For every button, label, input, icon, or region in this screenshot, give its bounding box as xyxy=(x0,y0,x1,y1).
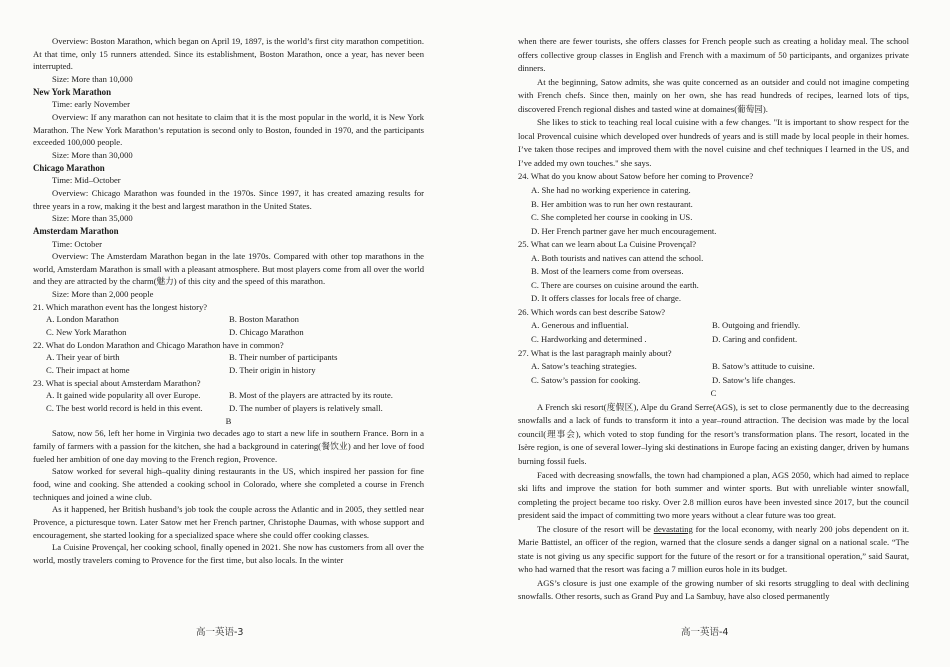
amsterdam-heading: Amsterdam Marathon xyxy=(33,225,119,236)
q26-option-b: B. Outgoing and friendly. xyxy=(712,320,800,331)
passage-b-paragraph-3: As it happened, her British husband’s job took the couple across the Atlantic and in 2005, they settled near Provence, a picturesque town. Later Satow met her French partner, Christophe Daumas, with whose support and encouragement, she started looking for a specialized space where she could offer cooking classes. xyxy=(33,504,424,540)
chicago-size: Size: More than 35,000 xyxy=(52,213,133,224)
passage-b-continued-3: She likes to stick to teaching real local cuisine with a few changes. "It is important to show respect for the local Provencal cuisine which developed over hundreds of years and is still made by local people in their homes. I’ve taken those recipes and improved them with the novel cuisine and chef techniques I learned in the US, and I’ve added my own touches." she says. xyxy=(518,117,909,168)
q21-option-c: C. New York Marathon xyxy=(46,327,127,338)
newyork-overview: Overview: If any marathon can not hesitate to claim that it is the most popular in the world, it is New York Marathon. The New York Marathon’s reputation is second only to Boston, founded in 1970, and the participants exceeded 100,000 people. xyxy=(33,111,424,148)
q25-option-d: D. It offers classes for locals free of charge. xyxy=(531,293,682,304)
passage-b-continued-1: when there are fewer tourists, she offers classes for French people such as creating a holiday meal. The school offers collective group classes in English and French with a maximum of 50 participants, and organizes private dinners. xyxy=(518,36,909,74)
q23-option-b: B. Most of the players are attracted by its route. xyxy=(229,390,393,401)
passage-b-continued-2: At the beginning, Satow admits, she was quite concerned as an outsider and could not imagine competing with French chefs. Since then, mainly on her own, she has read hundreds of recipes, learned lots of tips, discovered French regional dishes and tasted wine at domaines(葡萄园). xyxy=(518,76,909,114)
q27-option-c: C. Satow’s passion for cooking. xyxy=(531,374,641,385)
q26-option-c: C. Hardworking and determined . xyxy=(531,334,647,345)
question-27-stem: 27. What is the last paragraph mainly about? xyxy=(518,347,672,358)
passage-b-paragraph-2: Satow worked for several high–quality dining restaurants in the US, which inspired her passion for fine food, wine and cooking. She attended a cooking school in Colorado, where she completed a course in French techniques and joined a wine club. xyxy=(33,466,424,502)
question-23-options-row1 xyxy=(33,389,424,402)
question-21-stem: 21. Which marathon event has the longest history? xyxy=(33,301,208,312)
q21-option-a: A. London Marathon xyxy=(46,314,119,325)
passage-b-paragraph-4: La Cuisine Provençal, her cooking school, finally opened in 2021. She now has customers from all over the world, mostly travelers coming to Provence for the first time, but also locals. In the winter xyxy=(33,542,424,565)
q21-option-d: D. Chicago Marathon xyxy=(229,327,304,338)
page-3-column xyxy=(33,35,424,567)
q27-option-a: A. Satow’s teaching strategies. xyxy=(531,361,637,372)
q25-option-a: A. Both tourists and natives can attend the school. xyxy=(531,252,704,263)
section-b-label: B xyxy=(225,415,232,426)
question-22-options-row2 xyxy=(33,364,424,377)
section-c-label: C xyxy=(710,388,717,399)
q23-option-c: C. The best world record is held in this event. xyxy=(46,403,203,414)
question-24-stem: 24. What do you know about Satow before her coming to Provence? xyxy=(518,171,754,182)
q22-option-a: A. Their year of birth xyxy=(46,352,120,363)
q25-option-b: B. Most of the learners come from overseas. xyxy=(531,266,684,277)
question-26-stem: 26. Which words can best describe Satow? xyxy=(518,306,666,317)
p3-after: for the local economy, with nearly 200 jobs dependent on it. Marie Battistel, an officer of the region, warned that the closure sends a danger signal on a national scale. “The state is not giving us any specific support for the future of the resort or for a transitional operation,” said Saurat, who had warned that the resort was facing a 7 million euros hole in its budget. xyxy=(518,523,910,575)
amsterdam-time: Time: October xyxy=(52,238,103,249)
question-21-options-row2 xyxy=(33,326,424,339)
boston-overview: Overview: Boston Marathon, which began on April 19, 1897, is the world’s first city marathon competition. At that time, only 15 runners attended. Since its establishment, Boston Marathon, once a year, has never been interrupted. xyxy=(33,36,424,72)
question-21-options-row1 xyxy=(33,313,424,326)
q24-option-d: D. Her French partner gave her much encouragement. xyxy=(531,225,717,236)
question-26-options-row1 xyxy=(518,319,909,333)
amsterdam-overview: Overview: The Amsterdam Marathon began in the late 1970s. Compared with other top marathons in the world, Amsterdam Marathon is small with a pleasant atmosphere. But most players come from all over the world and they are attracted by the charm(魅力) of this city and the speed of this marathon. xyxy=(33,251,424,287)
q23-option-a: A. It gained wide popularity all over Europe. xyxy=(46,390,201,401)
q25-option-c: C. There are courses on cuisine around the earth. xyxy=(531,279,699,290)
question-23-stem: 23. What is special about Amsterdam Marathon? xyxy=(33,377,201,388)
underlined-word-devastating: devastating xyxy=(653,523,693,534)
question-22-stem: 22. What do London Marathon and Chicago Marathon have in common? xyxy=(33,339,284,350)
q24-option-a: A. She had no working experience in catering. xyxy=(531,185,691,196)
passage-c-paragraph-1: A French ski resort(度假区), Alpe du Grand Serre(AGS), is set to close permanently due to the decreasing snowfalls and a lack of funds to transform it into a year–round attraction. The decision was made by the local council(理事会), which voted to stop funding for the resort’s transformation plans. The resort, located in the Isère region, is one of several lower–lying ski destinations in Europe facing an existing danger, driven by humans burning fossil fuels. xyxy=(518,401,909,466)
amsterdam-size: Size: More than 2,000 people xyxy=(52,289,154,300)
page-4-column xyxy=(518,35,909,604)
question-27-options-row2 xyxy=(518,374,909,388)
passage-c-paragraph-4: AGS’s closure is just one example of the growing number of ski resorts struggling to deal with declining snowfalls. Other resorts, such as Grand Puy and La Sambuy, have also closed permanently xyxy=(518,577,909,602)
chicago-overview: Overview: Chicago Marathon was founded in the 1970s. Since 1997, it has created amazing results for three years in a row, making it the best and largest marathon in the United States. xyxy=(33,187,424,211)
q21-option-b: B. Boston Marathon xyxy=(229,314,299,325)
passage-c-paragraph-3 xyxy=(518,523,909,577)
page-3-footer: 高一英语-3 xyxy=(196,627,244,638)
q27-option-d: D. Satow’s life changes. xyxy=(712,374,796,385)
boston-size: Size: More than 10,000 xyxy=(52,73,133,84)
q24-option-b: B. Her ambition was to run her own restaurant. xyxy=(531,198,693,209)
chicago-heading: Chicago Marathon xyxy=(33,162,105,173)
passage-b-paragraph-1: Satow, now 56, left her home in Virginia two decades ago to start a new life in southern France. Born in a family of farmers with a passion for the kitchen, she had a background in catering(餐饮业) and her love of food fueled her ambition of one day moving to the French region, Provence. xyxy=(33,428,424,464)
question-23-options-row2 xyxy=(33,402,424,415)
q23-option-d: D. The number of players is relatively small. xyxy=(229,403,383,414)
page-4-footer: 高一英语-4 xyxy=(681,627,729,638)
question-22-options-row1 xyxy=(33,351,424,364)
q22-option-b: B. Their number of participants xyxy=(229,352,338,363)
p3-before: The closure of the resort will be xyxy=(537,523,654,534)
question-26-options-row2 xyxy=(518,333,909,347)
question-25-stem: 25. What can we learn about La Cuisine Provençal? xyxy=(518,239,697,250)
newyork-time: Time: early November xyxy=(52,99,130,110)
q22-option-c: C. Their impact at home xyxy=(46,365,130,376)
question-27-options-row1 xyxy=(518,360,909,374)
q27-option-b: B. Satow’s attitude to cuisine. xyxy=(712,361,815,372)
newyork-size: Size: More than 30,000 xyxy=(52,149,133,160)
passage-c-paragraph-2: Faced with decreasing snowfalls, the town had championed a plan, AGS 2050, which had aimed to replace ski lifts and improve the station for both summer and winter sports. But with unreliable winter snowfall, completing the project became too risky. Over 2.8 million euros have been invested since 2017, but the council president said the impact of committing two more years without a clear future was too great. xyxy=(518,469,909,521)
q22-option-d: D. Their origin in history xyxy=(229,365,316,376)
q26-option-a: A. Generous and influential. xyxy=(531,320,629,331)
newyork-heading: New York Marathon xyxy=(33,86,112,97)
q26-option-d: D. Caring and confident. xyxy=(712,334,798,345)
q24-option-c: C. She completed her course in cooking in US. xyxy=(531,212,693,223)
chicago-time: Time: Mid–October xyxy=(52,175,121,186)
